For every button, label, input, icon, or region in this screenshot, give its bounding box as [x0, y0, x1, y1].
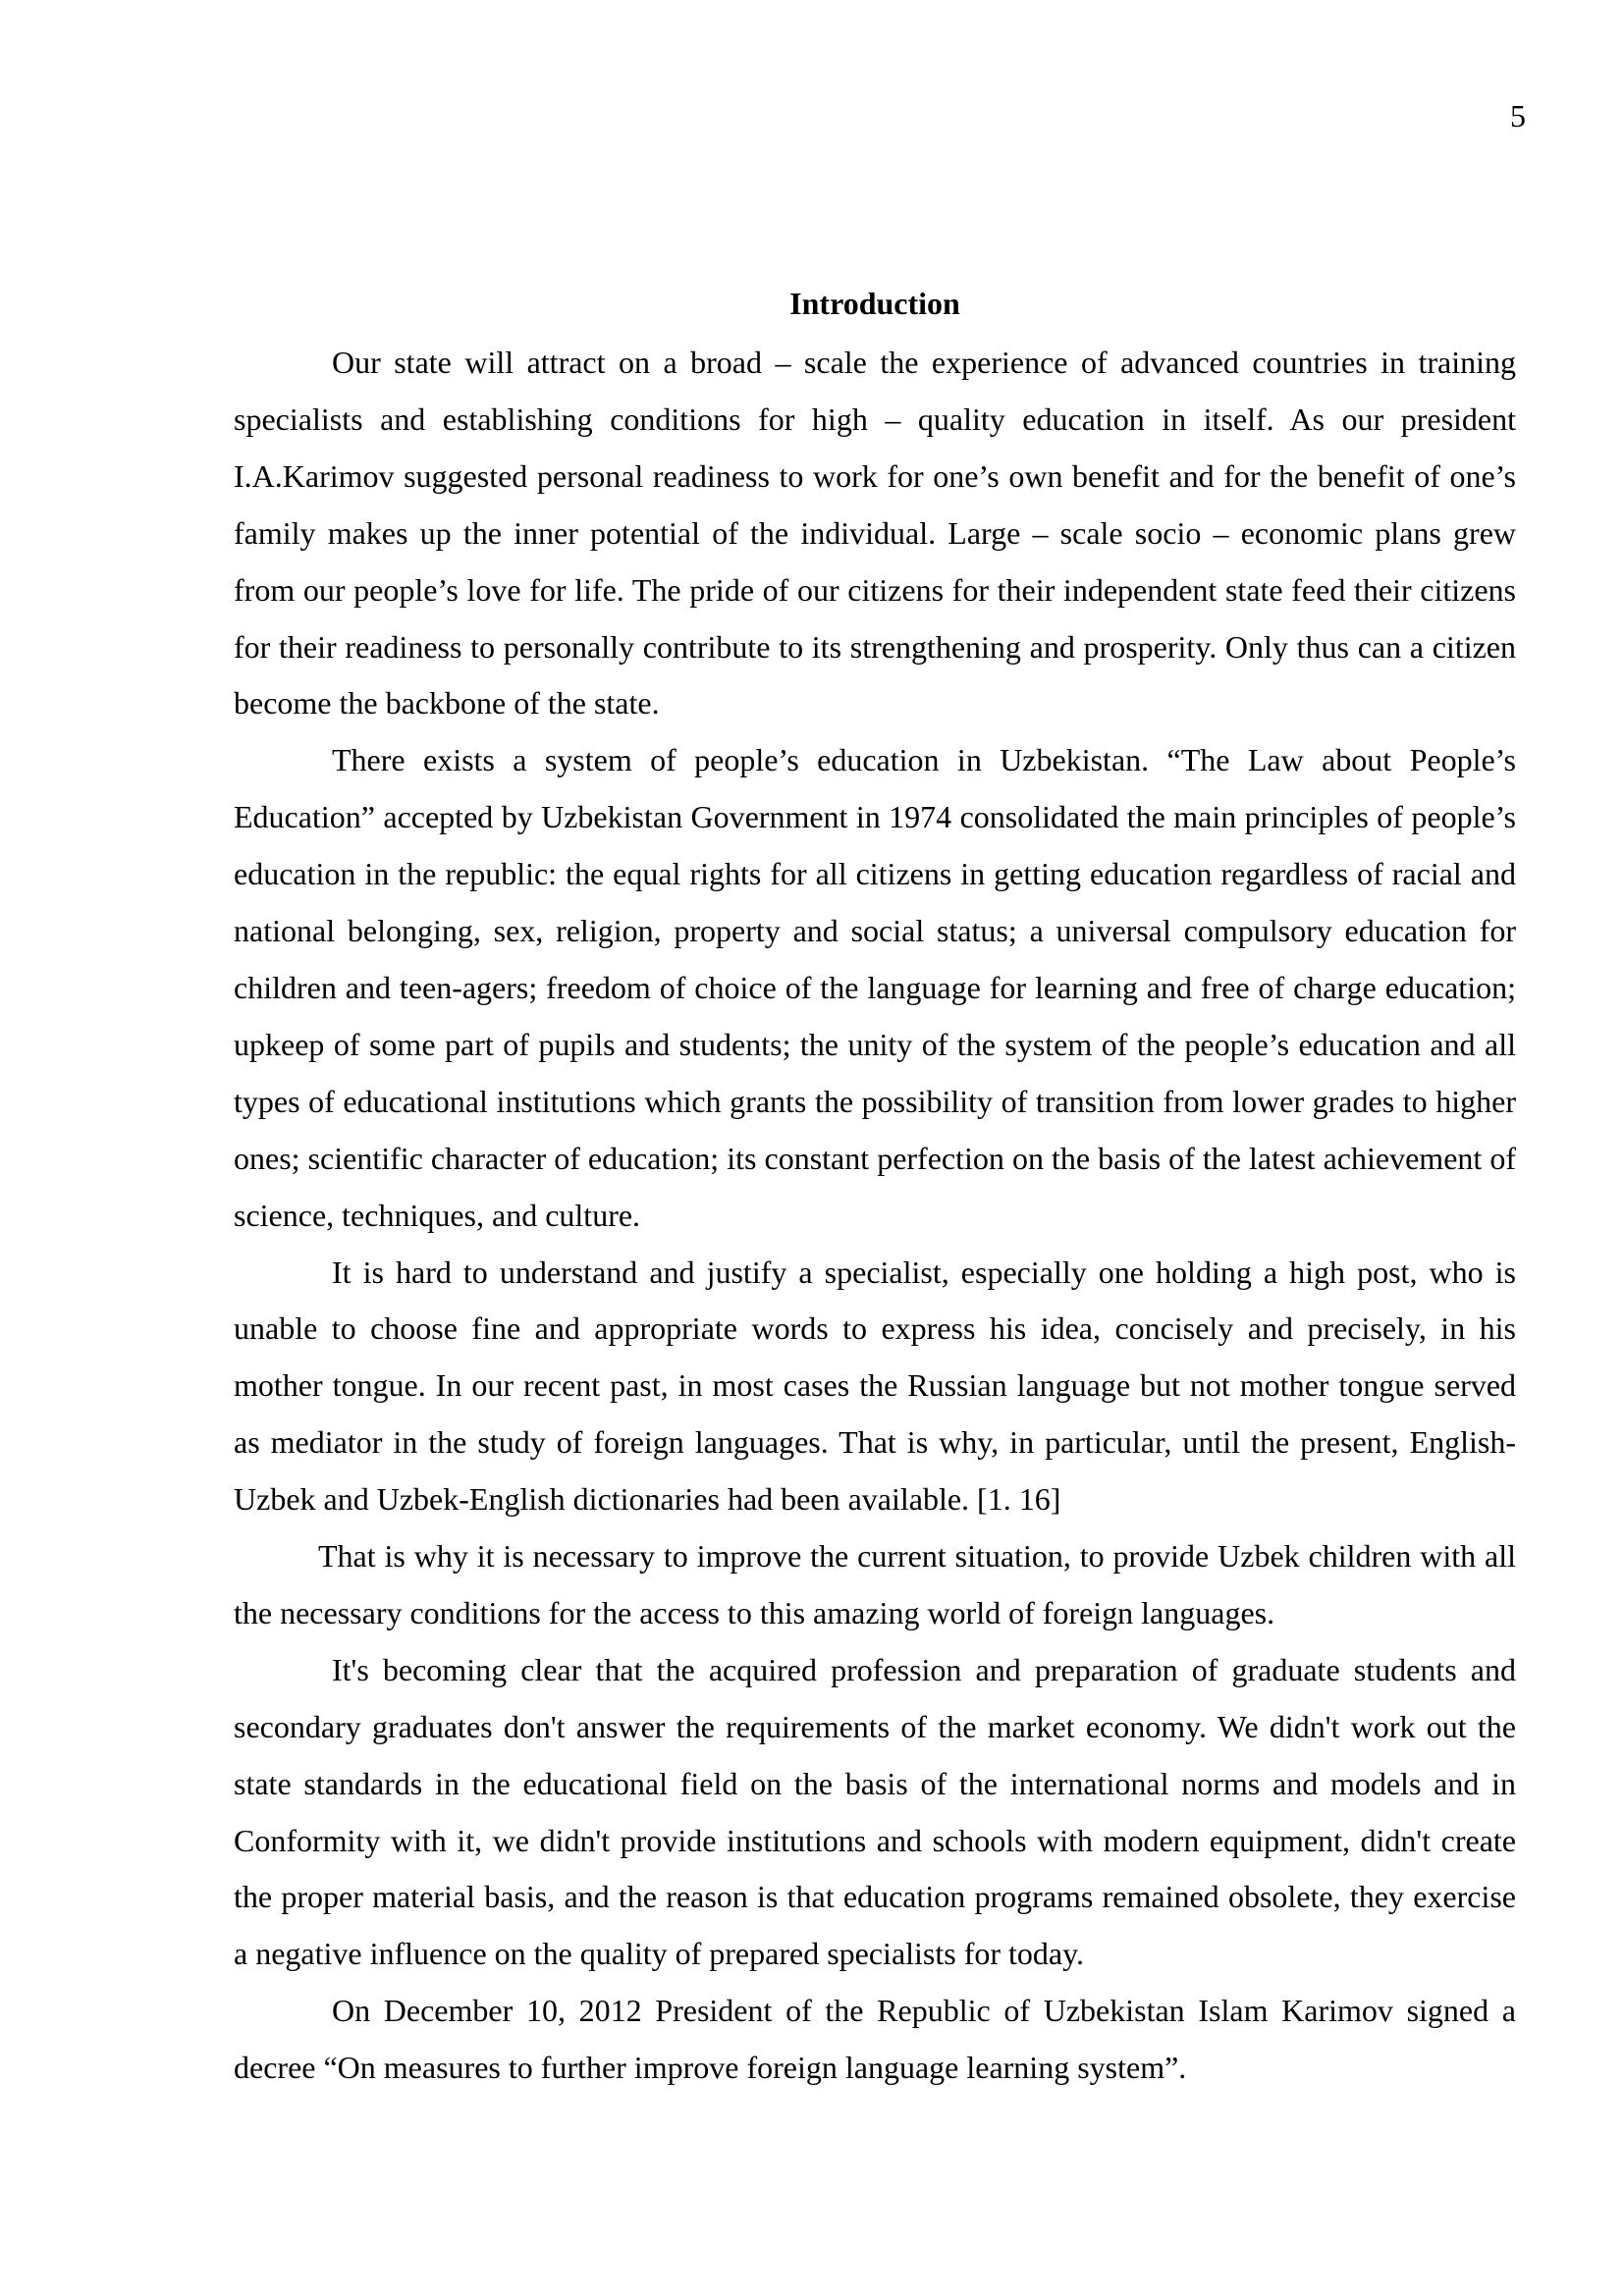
- page-body: [234, 284, 1516, 2097]
- paragraph-5: It's becoming clear that the acquired profession and preparation of graduate students and secondary graduates don't answer the requirements of the market economy. We didn't work out the state standards in the educational field on the basis of the international norms and models and in Conformity with it, we didn't provide institutions and schools with modern equipment, didn't create the proper material basis, and the reason is that education programs remained obsolete, they exercise a negative influence on the quality of prepared specialists for today.: [234, 1651, 1516, 1972]
- page-title: Introduction: [789, 286, 960, 321]
- paragraph-1: Our state will attract on a broad – scale the experience of advanced countries in training specialists and establishing conditions for high – quality education in itself. As our president I.A.Karimov suggested personal readiness to work for one’s own benefit and for the benefit of one’s family makes up the inner potential of the individual. Large – scale socio – economic plans grew from our people’s love for life. The pride of our citizens for their independent state feed their citizens for their readiness to personally contribute to its strengthening and prosperity. Only thus can a citizen become the backbone of the state.: [234, 345, 1516, 721]
- page-number: 5: [1510, 98, 1526, 133]
- paragraph-3: It is hard to understand and justify a specialist, especially one holding a high post, who is unable to choose fine and appropriate words to express his idea, concisely and precisely, in his mother tongue. In our recent past, in most cases the Russian language but not mother tongue served as mediator in the study of foreign languages. That is why, in particular, until the present, English-Uzbek and Uzbek-English dictionaries had been available. [1. 16]: [234, 1254, 1516, 1518]
- paragraph-4: That is why it is necessary to improve the current situation, to provide Uzbek children with all the necessary conditions for the access to this amazing world of foreign languages.: [234, 1538, 1516, 1630]
- paragraph-2: There exists a system of people’s education in Uzbekistan. “The Law about People’s Education” accepted by Uzbekistan Government in 1974 consolidated the main principles of people’s education in the republic: the equal rights for all citizens in getting education regardless of racial and national belonging, sex, religion, property and social status; a universal compulsory education for children and teen-agers; freedom of choice of the language for learning and free of charge education; upkeep of some part of pupils and students; the unity of the system of the people’s education and all types of educational institutions which grants the possibility of transition from lower grades to higher ones; scientific character of education; its constant perfection on the basis of the latest achievement of science, techniques, and culture.: [234, 742, 1516, 1233]
- paragraph-6: On December 10, 2012 President of the Republic of Uzbekistan Islam Karimov signed a decree “On measures to further improve foreign language learning system”.: [234, 1993, 1516, 2086]
